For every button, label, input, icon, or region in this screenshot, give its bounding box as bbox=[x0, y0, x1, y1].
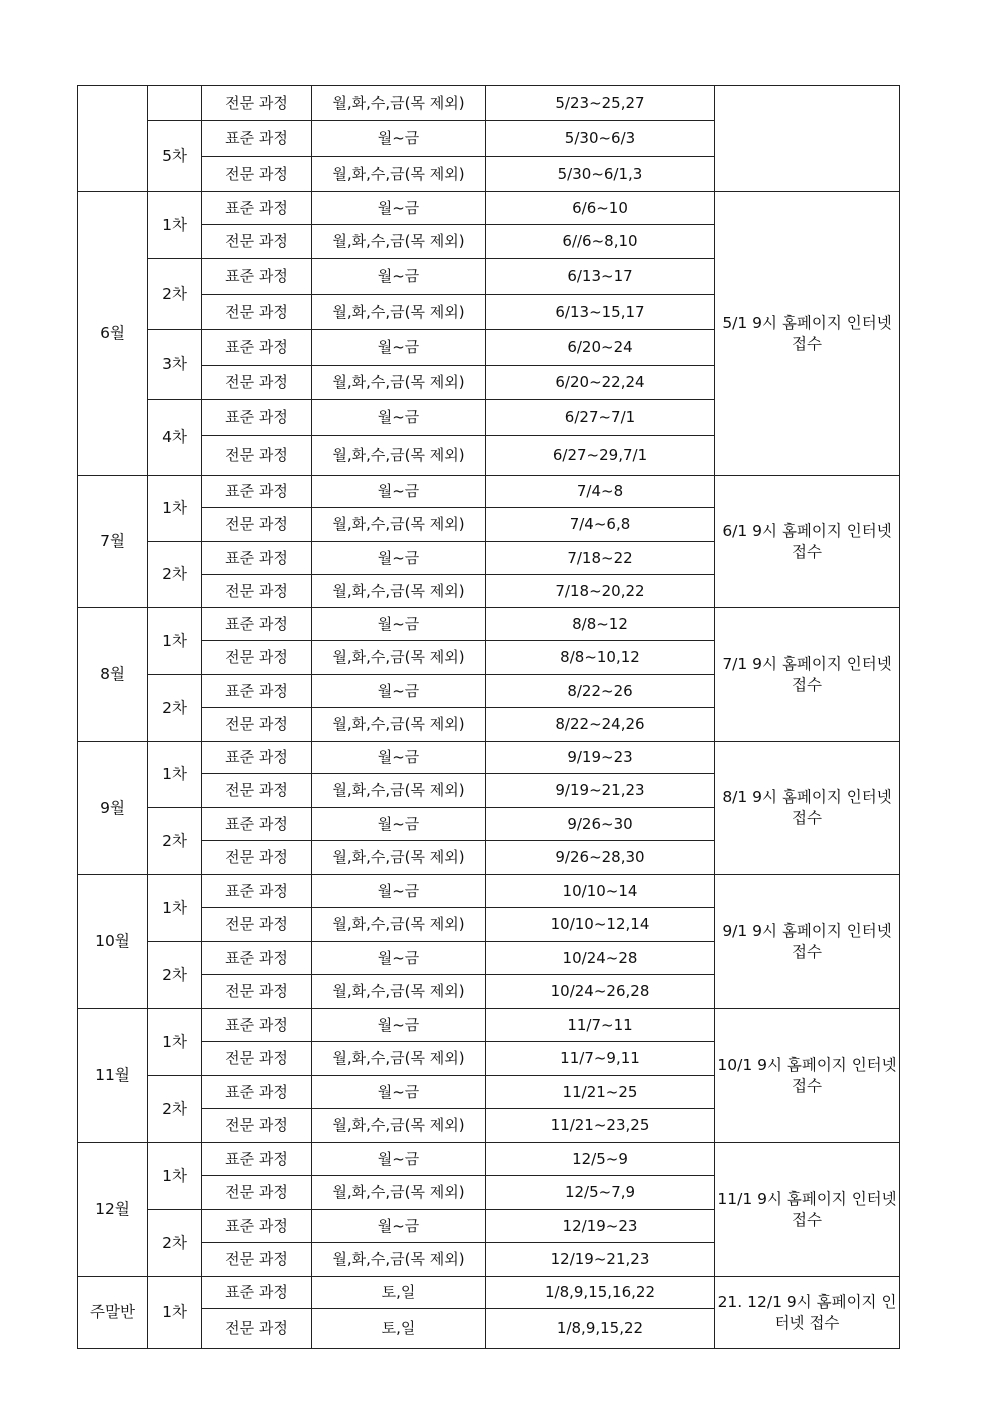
course-cell: 전문 과정 bbox=[202, 841, 312, 875]
month-cell: 7월 bbox=[78, 476, 148, 608]
dates-cell: 10/10~14 bbox=[486, 875, 715, 908]
dates-cell: 1/8,9,15,16,22 bbox=[486, 1277, 715, 1309]
course-cell: 전문 과정 bbox=[202, 641, 312, 675]
registration-cell: 9/1 9시 홈페이지 인터넷 접수 bbox=[715, 875, 900, 1009]
round-cell: 2차 bbox=[148, 1076, 202, 1143]
course-cell: 표준 과정 bbox=[202, 742, 312, 774]
course-cell: 표준 과정 bbox=[202, 1009, 312, 1042]
course-cell: 전문 과정 bbox=[202, 508, 312, 542]
dates-cell: 6/20~22,24 bbox=[486, 366, 715, 400]
days-cell: 월,화,수,금(목 제외) bbox=[312, 1243, 486, 1277]
dates-cell: 12/19~21,23 bbox=[486, 1243, 715, 1277]
table-row bbox=[78, 875, 900, 908]
course-cell: 전문 과정 bbox=[202, 1109, 312, 1143]
dates-cell: 12/5~7,9 bbox=[486, 1176, 715, 1210]
dates-cell: 8/8~10,12 bbox=[486, 641, 715, 675]
month-cell: 6월 bbox=[78, 192, 148, 476]
course-cell: 전문 과정 bbox=[202, 575, 312, 608]
days-cell: 월~금 bbox=[312, 476, 486, 508]
registration-cell: 7/1 9시 홈페이지 인터넷 접수 bbox=[715, 608, 900, 742]
dates-cell: 8/8~12 bbox=[486, 608, 715, 641]
course-cell: 표준 과정 bbox=[202, 542, 312, 575]
course-cell: 표준 과정 bbox=[202, 942, 312, 975]
course-cell: 표준 과정 bbox=[202, 330, 312, 366]
days-cell: 월~금 bbox=[312, 875, 486, 908]
course-cell: 표준 과정 bbox=[202, 476, 312, 508]
table-row bbox=[78, 476, 900, 508]
days-cell: 월,화,수,금(목 제외) bbox=[312, 774, 486, 808]
course-cell: 표준 과정 bbox=[202, 1143, 312, 1176]
course-cell: 전문 과정 bbox=[202, 908, 312, 942]
month-cell: 8월 bbox=[78, 608, 148, 742]
dates-cell: 10/24~28 bbox=[486, 942, 715, 975]
schedule-table-body bbox=[78, 86, 900, 1349]
course-cell: 표준 과정 bbox=[202, 675, 312, 708]
schedule-table bbox=[77, 85, 900, 1349]
days-cell: 월,화,수,금(목 제외) bbox=[312, 1109, 486, 1143]
days-cell: 월,화,수,금(목 제외) bbox=[312, 436, 486, 476]
round-cell: 4차 bbox=[148, 400, 202, 476]
course-cell: 전문 과정 bbox=[202, 774, 312, 808]
dates-cell: 9/26~28,30 bbox=[486, 841, 715, 875]
days-cell: 월~금 bbox=[312, 330, 486, 366]
course-cell: 표준 과정 bbox=[202, 192, 312, 225]
dates-cell: 7/4~6,8 bbox=[486, 508, 715, 542]
dates-cell: 9/19~21,23 bbox=[486, 774, 715, 808]
table-row bbox=[78, 608, 900, 641]
dates-cell: 6/13~17 bbox=[486, 259, 715, 295]
table-row bbox=[78, 1277, 900, 1309]
course-cell: 전문 과정 bbox=[202, 295, 312, 330]
days-cell: 월~금 bbox=[312, 808, 486, 841]
days-cell: 월,화,수,금(목 제외) bbox=[312, 975, 486, 1009]
dates-cell: 8/22~24,26 bbox=[486, 708, 715, 742]
dates-cell: 1/8,9,15,22 bbox=[486, 1309, 715, 1349]
round-cell: 5차 bbox=[148, 121, 202, 192]
round-cell: 2차 bbox=[148, 1210, 202, 1277]
dates-cell: 9/19~23 bbox=[486, 742, 715, 774]
days-cell: 월~금 bbox=[312, 1009, 486, 1042]
dates-cell: 6/27~29,7/1 bbox=[486, 436, 715, 476]
course-cell: 표준 과정 bbox=[202, 259, 312, 295]
table-row bbox=[78, 742, 900, 774]
days-cell: 월~금 bbox=[312, 1210, 486, 1243]
course-cell: 전문 과정 bbox=[202, 157, 312, 192]
days-cell: 월~금 bbox=[312, 675, 486, 708]
dates-cell: 12/19~23 bbox=[486, 1210, 715, 1243]
month-cell: 10월 bbox=[78, 875, 148, 1009]
round-cell: 1차 bbox=[148, 1277, 202, 1349]
course-cell: 전문 과정 bbox=[202, 86, 312, 121]
course-cell: 전문 과정 bbox=[202, 1176, 312, 1210]
dates-cell: 12/5~9 bbox=[486, 1143, 715, 1176]
dates-cell: 7/18~20,22 bbox=[486, 575, 715, 608]
registration-cell: 10/1 9시 홈페이지 인터넷 접수 bbox=[715, 1009, 900, 1143]
round-cell: 1차 bbox=[148, 192, 202, 259]
dates-cell: 8/22~26 bbox=[486, 675, 715, 708]
dates-cell: 10/10~12,14 bbox=[486, 908, 715, 942]
days-cell: 월~금 bbox=[312, 542, 486, 575]
round-cell: 2차 bbox=[148, 675, 202, 742]
days-cell: 월~금 bbox=[312, 192, 486, 225]
dates-cell: 11/7~11 bbox=[486, 1009, 715, 1042]
month-cell: 주말반 bbox=[78, 1277, 148, 1349]
course-cell: 전문 과정 bbox=[202, 1243, 312, 1277]
days-cell: 월,화,수,금(목 제외) bbox=[312, 708, 486, 742]
days-cell: 월,화,수,금(목 제외) bbox=[312, 157, 486, 192]
days-cell: 월~금 bbox=[312, 121, 486, 157]
days-cell: 월~금 bbox=[312, 400, 486, 436]
dates-cell: 7/4~8 bbox=[486, 476, 715, 508]
course-cell: 전문 과정 bbox=[202, 436, 312, 476]
dates-cell: 6/6~10 bbox=[486, 192, 715, 225]
month-cell: 9월 bbox=[78, 742, 148, 875]
round-cell: 2차 bbox=[148, 942, 202, 1009]
course-cell: 표준 과정 bbox=[202, 875, 312, 908]
dates-cell: 6/27~7/1 bbox=[486, 400, 715, 436]
dates-cell: 6/13~15,17 bbox=[486, 295, 715, 330]
days-cell: 월~금 bbox=[312, 259, 486, 295]
course-cell: 표준 과정 bbox=[202, 1076, 312, 1109]
registration-cell: 8/1 9시 홈페이지 인터넷 접수 bbox=[715, 742, 900, 875]
days-cell: 월,화,수,금(목 제외) bbox=[312, 86, 486, 121]
round-cell: 1차 bbox=[148, 1009, 202, 1076]
dates-cell: 11/21~25 bbox=[486, 1076, 715, 1109]
days-cell: 월,화,수,금(목 제외) bbox=[312, 575, 486, 608]
dates-cell: 5/23~25,27 bbox=[486, 86, 715, 121]
round-cell: 1차 bbox=[148, 742, 202, 808]
days-cell: 월,화,수,금(목 제외) bbox=[312, 366, 486, 400]
round-cell: 2차 bbox=[148, 259, 202, 330]
days-cell: 토,일 bbox=[312, 1277, 486, 1309]
month-cell bbox=[78, 86, 148, 192]
dates-cell: 6/20~24 bbox=[486, 330, 715, 366]
course-cell: 전문 과정 bbox=[202, 708, 312, 742]
course-cell: 전문 과정 bbox=[202, 1309, 312, 1349]
days-cell: 월~금 bbox=[312, 742, 486, 774]
dates-cell: 5/30~6/1,3 bbox=[486, 157, 715, 192]
course-cell: 표준 과정 bbox=[202, 400, 312, 436]
dates-cell: 5/30~6/3 bbox=[486, 121, 715, 157]
course-cell: 표준 과정 bbox=[202, 608, 312, 641]
dates-cell: 9/26~30 bbox=[486, 808, 715, 841]
dates-cell: 7/18~22 bbox=[486, 542, 715, 575]
course-cell: 전문 과정 bbox=[202, 225, 312, 259]
course-cell: 표준 과정 bbox=[202, 1277, 312, 1309]
registration-cell: 11/1 9시 홈페이지 인터넷 접수 bbox=[715, 1143, 900, 1277]
registration-cell: 6/1 9시 홈페이지 인터넷 접수 bbox=[715, 476, 900, 608]
days-cell: 월,화,수,금(목 제외) bbox=[312, 841, 486, 875]
round-cell: 1차 bbox=[148, 476, 202, 542]
table-row bbox=[78, 1009, 900, 1042]
days-cell: 월,화,수,금(목 제외) bbox=[312, 1042, 486, 1076]
table-row bbox=[78, 86, 900, 121]
course-cell: 표준 과정 bbox=[202, 121, 312, 157]
table-row bbox=[78, 192, 900, 225]
round-cell: 1차 bbox=[148, 1143, 202, 1210]
round-cell: 1차 bbox=[148, 608, 202, 675]
days-cell: 월,화,수,금(목 제외) bbox=[312, 1176, 486, 1210]
dates-cell: 11/21~23,25 bbox=[486, 1109, 715, 1143]
course-cell: 전문 과정 bbox=[202, 366, 312, 400]
course-cell: 전문 과정 bbox=[202, 1042, 312, 1076]
registration-cell bbox=[715, 86, 900, 192]
course-cell: 표준 과정 bbox=[202, 808, 312, 841]
days-cell: 월,화,수,금(목 제외) bbox=[312, 641, 486, 675]
days-cell: 월~금 bbox=[312, 608, 486, 641]
days-cell: 월,화,수,금(목 제외) bbox=[312, 225, 486, 259]
round-cell: 3차 bbox=[148, 330, 202, 400]
table-row bbox=[78, 1143, 900, 1176]
registration-cell: 21. 12/1 9시 홈페이지 인터넷 접수 bbox=[715, 1277, 900, 1349]
registration-cell: 5/1 9시 홈페이지 인터넷 접수 bbox=[715, 192, 900, 476]
course-cell: 전문 과정 bbox=[202, 975, 312, 1009]
course-cell: 표준 과정 bbox=[202, 1210, 312, 1243]
days-cell: 월,화,수,금(목 제외) bbox=[312, 295, 486, 330]
days-cell: 월~금 bbox=[312, 942, 486, 975]
round-cell bbox=[148, 86, 202, 121]
dates-cell: 11/7~9,11 bbox=[486, 1042, 715, 1076]
days-cell: 토,일 bbox=[312, 1309, 486, 1349]
month-cell: 12월 bbox=[78, 1143, 148, 1277]
round-cell: 2차 bbox=[148, 542, 202, 608]
days-cell: 월~금 bbox=[312, 1076, 486, 1109]
days-cell: 월,화,수,금(목 제외) bbox=[312, 508, 486, 542]
days-cell: 월~금 bbox=[312, 1143, 486, 1176]
dates-cell: 10/24~26,28 bbox=[486, 975, 715, 1009]
round-cell: 1차 bbox=[148, 875, 202, 942]
dates-cell: 6//6~8,10 bbox=[486, 225, 715, 259]
round-cell: 2차 bbox=[148, 808, 202, 875]
days-cell: 월,화,수,금(목 제외) bbox=[312, 908, 486, 942]
month-cell: 11월 bbox=[78, 1009, 148, 1143]
